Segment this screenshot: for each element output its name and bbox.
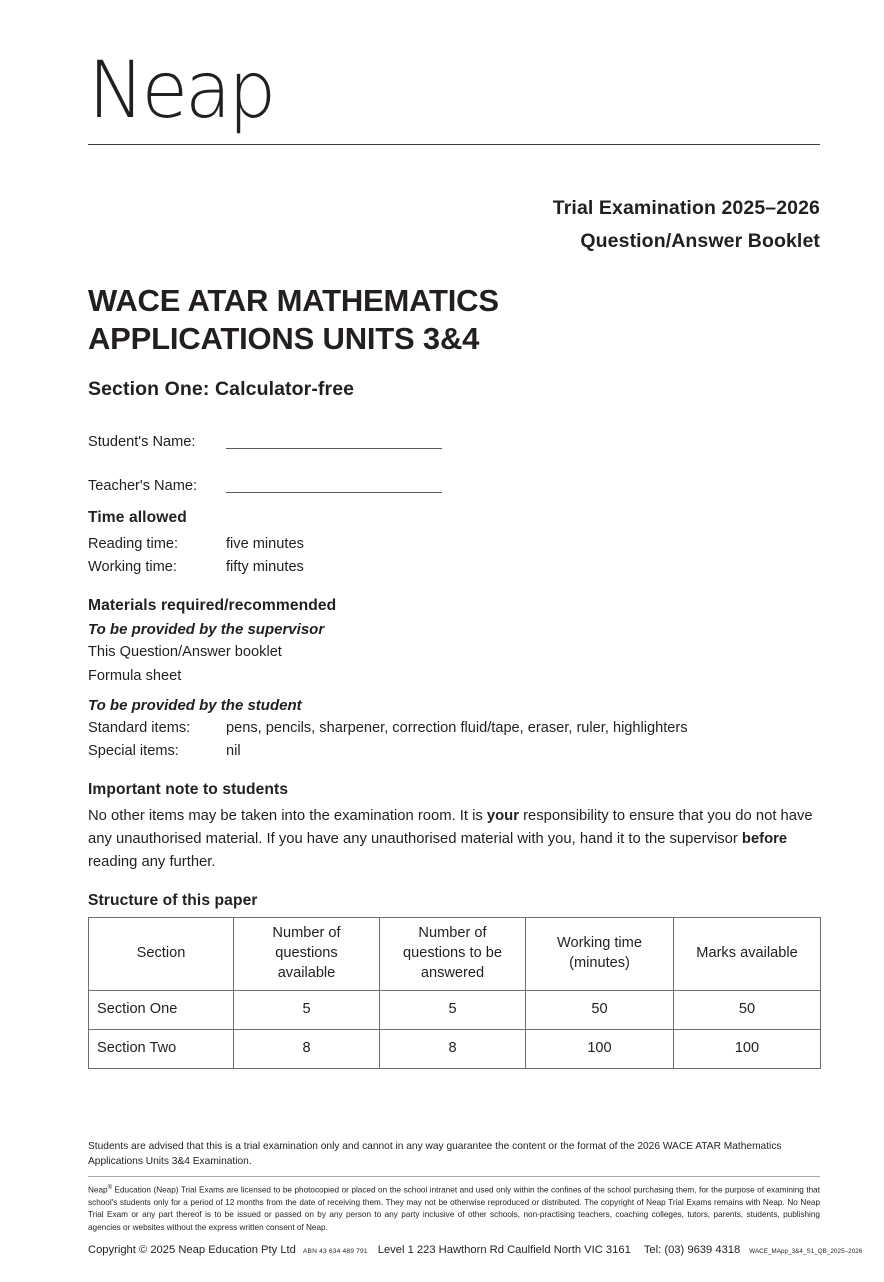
page-title-line1: WACE ATAR MATHEMATICS <box>88 282 499 318</box>
exam-header <box>88 192 820 258</box>
important-note-heading: Important note to students <box>88 780 289 798</box>
row-section-two-name: Section Two <box>89 1029 234 1068</box>
table-row <box>89 1029 821 1068</box>
col-header-available <box>234 917 380 990</box>
special-items-row <box>88 740 820 763</box>
header-divider <box>88 144 820 145</box>
student-name-label: Student's Name: <box>88 433 196 450</box>
reading-time-row <box>88 533 820 556</box>
time-allowed-section <box>88 509 820 579</box>
exam-header-line2: Question/Answer Booklet <box>580 229 820 252</box>
license-body: Education (Neap) Trial Exams are licensed to be photocopied or placed on the school intranet and used only within the confines of the school purchasing them, for the purpose of examining that school's students only for a period of 12 months from the date of receiving them. They may not be otherwise reproduced or distributed. The copyright of Neap Trial Exams remains with Neap. No Neap Trial Exam or any part thereof is to be issued or passed on by any person to any party inclusive of other schools, non-practising teachers, coaching colleges, tutors, parents, students, publishing agencies or websites without the express written consent of Neap. <box>88 1185 820 1232</box>
section-subtitle: Section One: Calculator-free <box>88 378 355 401</box>
supervisor-heading: To be provided by the supervisor <box>88 621 325 639</box>
row-section-two-marks: 100 <box>674 1029 821 1068</box>
col-header-available-l2: available <box>277 964 336 981</box>
reading-time-value: five minutes <box>226 536 304 553</box>
note-part2: responsibility to ensure that you do not have any unauthorised material. If you have any unauthorised material with you, hand it to the supervisor <box>88 807 813 847</box>
supervisor-item-formula-sheet: Formula sheet <box>88 667 182 684</box>
col-header-working-time <box>526 917 674 990</box>
structure-heading: Structure of this paper <box>88 891 258 909</box>
supervisor-item-booklet: This Question/Answer booklet <box>88 644 282 661</box>
exam-header-line1: Trial Examination 2025–2026 <box>552 197 820 219</box>
row-section-one-available: 5 <box>234 990 380 1029</box>
row-section-one-name: Section One <box>89 990 234 1029</box>
important-note-section <box>88 781 820 874</box>
col-header-section <box>89 917 234 990</box>
col-header-working-time-l0: Working time <box>557 935 642 952</box>
materials-heading: Materials required/recommended <box>88 597 337 615</box>
structure-section <box>88 892 820 1069</box>
table-header <box>89 917 821 990</box>
copyright-line <box>88 1244 863 1257</box>
footer-divider <box>88 1176 820 1177</box>
note-bold-your: your <box>486 807 519 824</box>
row-section-one-working-time: 50 <box>526 990 674 1029</box>
address-text: Level 1 223 Hawthorn Rd Caulfield North VIC 3161 <box>377 1244 631 1257</box>
teacher-name-row <box>88 465 820 493</box>
document-code: WACE_MApp_3&4_S1_QB_2025–2026 <box>749 1248 863 1256</box>
structure-table <box>88 917 821 1069</box>
row-section-two-available: 8 <box>234 1029 380 1068</box>
page-title-line2: APPLICATIONS UNITS 3&4 <box>88 320 480 356</box>
special-items-label: Special items: <box>88 742 179 759</box>
time-allowed-heading: Time allowed <box>88 509 187 527</box>
working-time-row <box>88 556 820 579</box>
col-header-answered <box>380 917 526 990</box>
student-heading: To be provided by the student <box>88 696 302 714</box>
row-section-two-answered: 8 <box>380 1029 526 1068</box>
note-bold-before: before <box>741 830 788 847</box>
col-header-available-l0: Number of <box>272 925 341 942</box>
standard-items-label: Standard items: <box>88 719 191 736</box>
table-body <box>89 990 821 1068</box>
reading-time-label: Reading time: <box>88 536 179 553</box>
row-section-two-working-time: 100 <box>526 1029 674 1068</box>
special-items-value: nil <box>226 742 241 759</box>
copyright-text: Copyright © 2025 Neap Education Pty Ltd <box>88 1244 296 1257</box>
registered-trademark-icon: ® <box>107 1184 112 1191</box>
row-section-one-answered: 5 <box>380 990 526 1029</box>
abn-text: ABN 43 634 489 791 <box>302 1248 368 1256</box>
col-header-available-l1: questions <box>275 945 338 962</box>
working-time-value: fifty minutes <box>226 559 304 576</box>
neap-logo: Neap <box>88 46 274 136</box>
col-header-section-l0: Section <box>136 945 186 962</box>
col-header-answered-l0: Number of <box>418 925 487 942</box>
student-name-input[interactable] <box>226 438 442 449</box>
teacher-name-label: Teacher's Name: <box>88 477 198 494</box>
page-footer <box>88 1139 863 1257</box>
table-row <box>89 990 821 1029</box>
working-time-label: Working time: <box>88 559 177 576</box>
materials-section <box>88 597 820 762</box>
telephone-text: Tel: (03) 9639 4318 <box>643 1244 741 1257</box>
col-header-marks <box>674 917 821 990</box>
license-brand: Neap <box>88 1185 108 1195</box>
col-header-working-time-l1: (minutes) <box>569 954 630 971</box>
important-note-text <box>88 805 820 874</box>
note-part1: No other items may be taken into the examination room. It is <box>88 807 487 824</box>
advisory-text: Students are advised that this is a trial examination only and cannot in any way guarantee the content or the format of the 2026 WACE ATAR Mathematics Applications Units 3&4 Examination. <box>88 1141 782 1168</box>
brand-header <box>88 0 820 160</box>
row-section-one-marks: 50 <box>674 990 821 1029</box>
teacher-name-input[interactable] <box>226 482 442 493</box>
col-header-marks-l0: Marks available <box>696 945 798 962</box>
page-content <box>88 0 820 1069</box>
license-text <box>88 1184 820 1235</box>
col-header-answered-l1: questions to be <box>403 945 502 962</box>
page-title <box>88 282 820 359</box>
student-name-row <box>88 421 820 449</box>
note-part3: reading any further. <box>88 853 216 870</box>
structure-table-wrap <box>88 917 820 1069</box>
standard-items-row <box>88 717 820 740</box>
table-header-row <box>89 917 821 990</box>
col-header-answered-l2: answered <box>420 964 485 981</box>
name-fields <box>88 421 820 493</box>
standard-items-value: pens, pencils, sharpener, correction fluid/tape, eraser, ruler, highlighters <box>226 719 688 736</box>
